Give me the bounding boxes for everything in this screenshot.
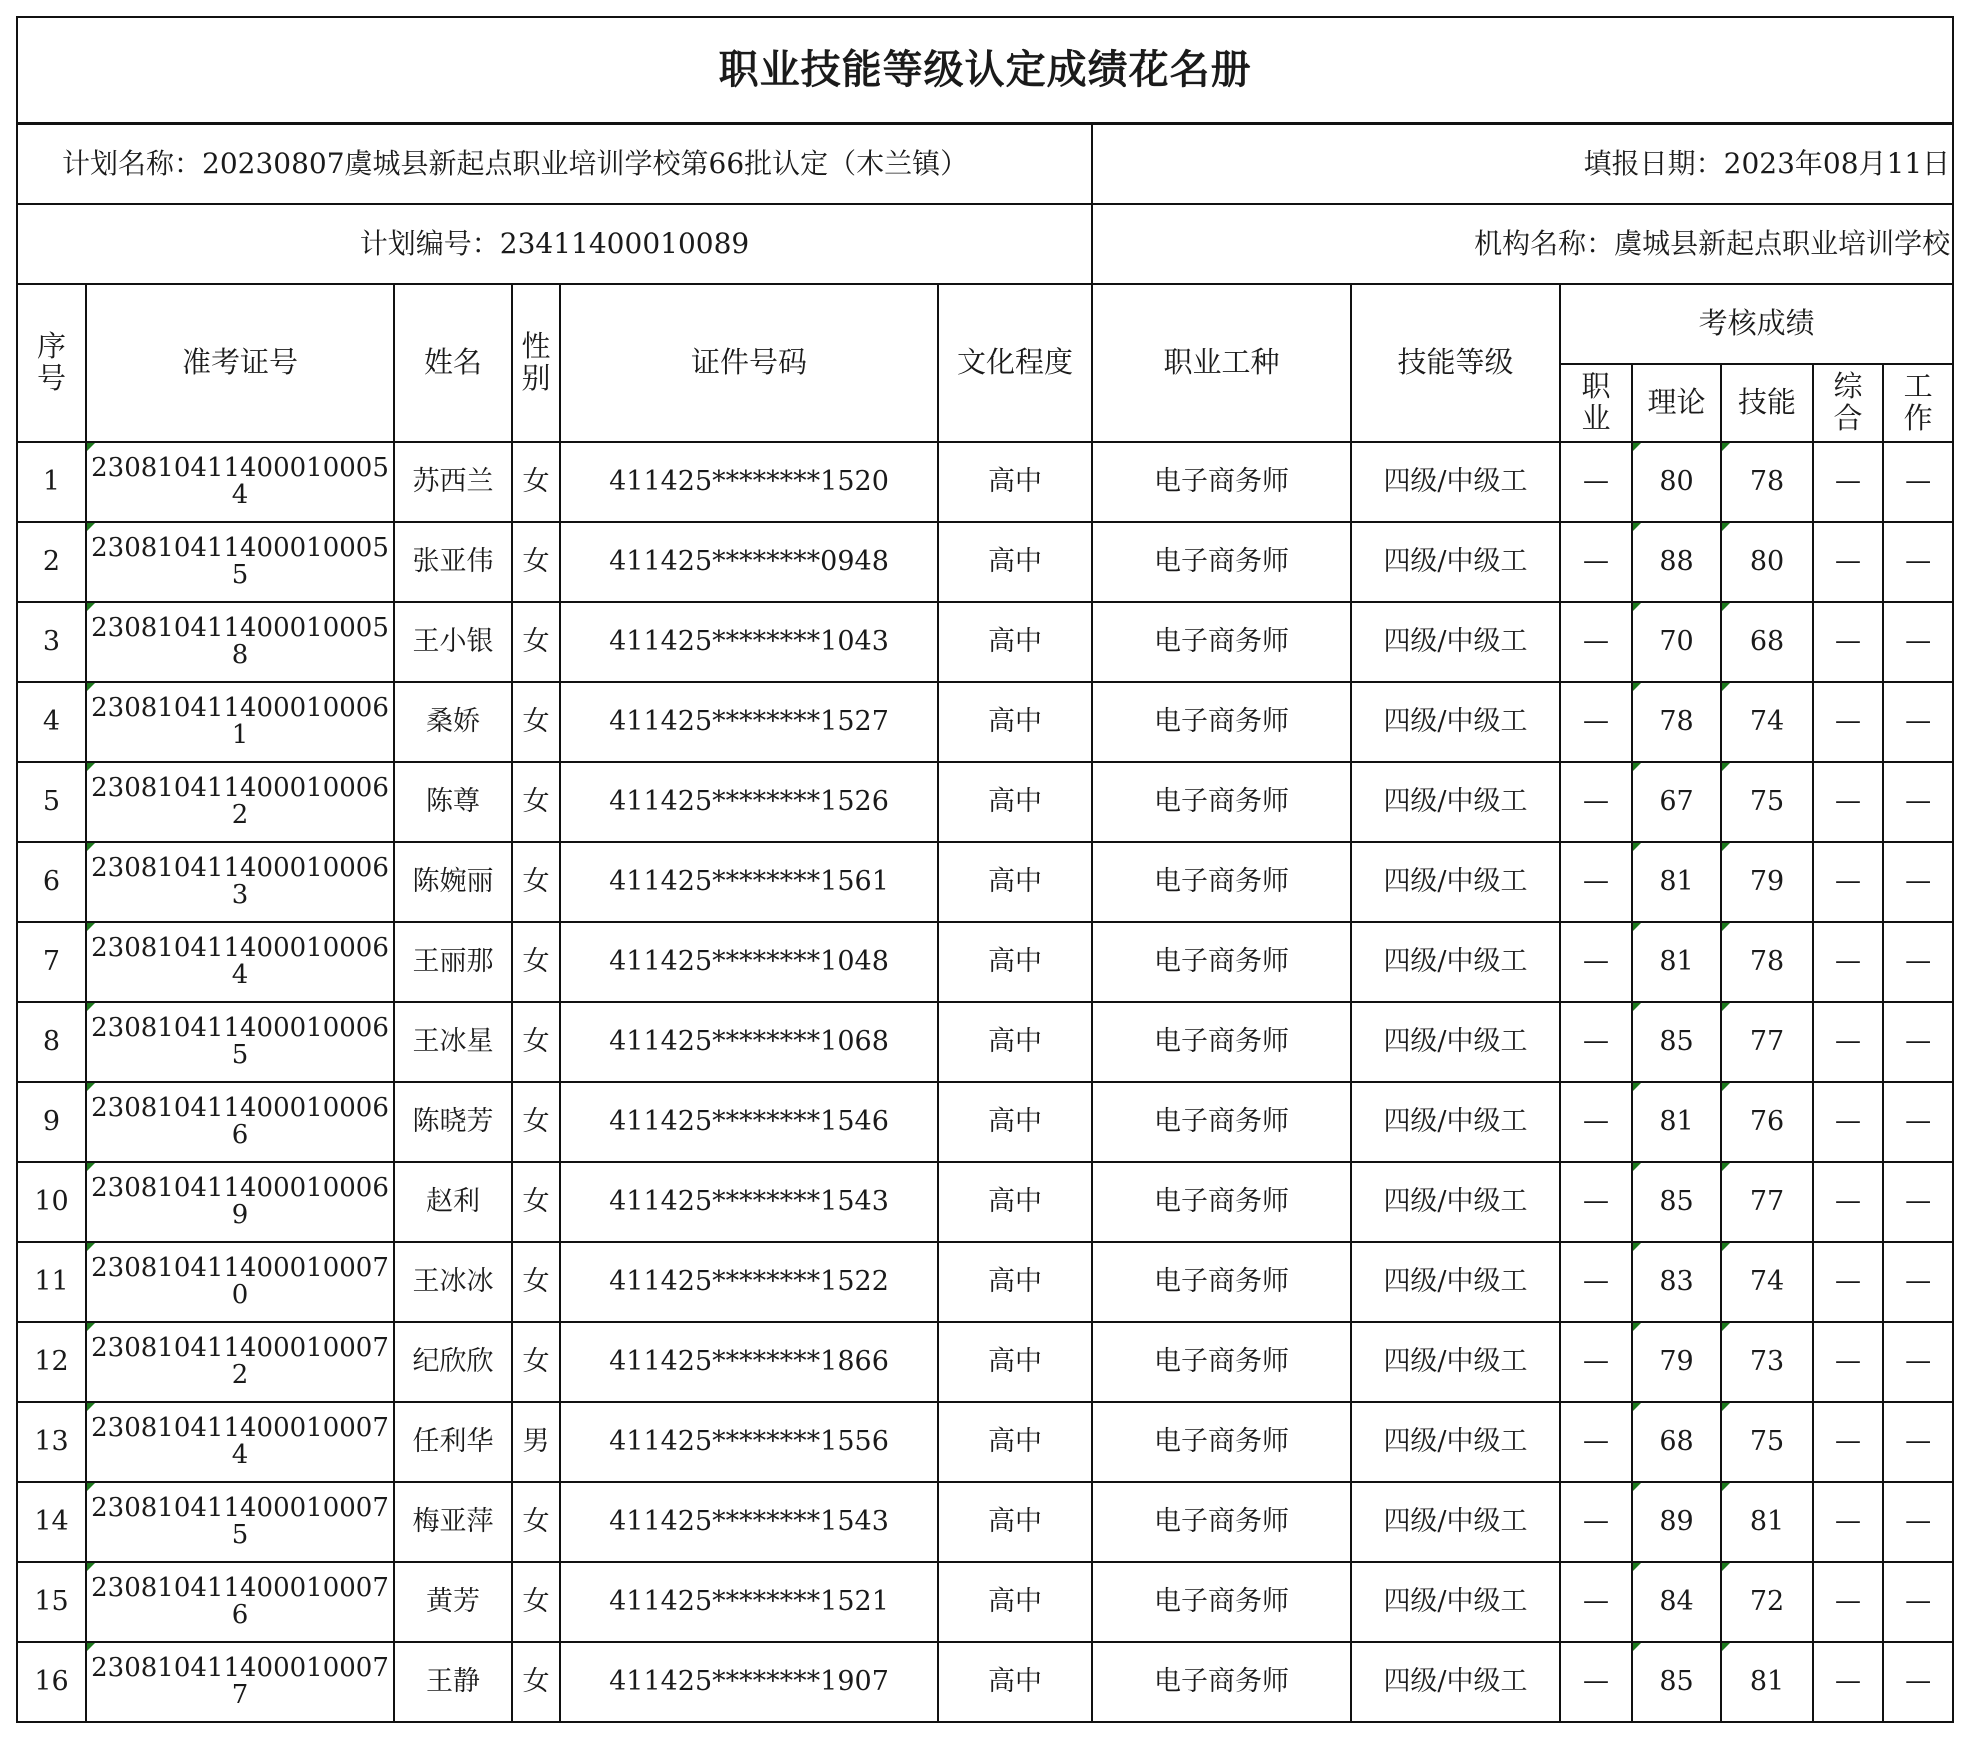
table-row xyxy=(17,1162,1953,1242)
table-row xyxy=(17,1242,1953,1322)
cell-score-theory: 78 xyxy=(1632,682,1721,762)
cell-score-skill: 77 xyxy=(1721,1002,1813,1082)
table-row xyxy=(17,442,1953,522)
cell-name: 王丽那 xyxy=(394,922,512,1002)
cell-gender: 女 xyxy=(512,602,560,682)
cell-score-work: — xyxy=(1883,1242,1953,1322)
cell-score-overall: — xyxy=(1813,842,1883,922)
cell-score-overall: — xyxy=(1813,522,1883,602)
cell-score-overall: — xyxy=(1813,1242,1883,1322)
cell-gender: 女 xyxy=(512,1642,560,1722)
cell-score-work: — xyxy=(1883,682,1953,762)
plan-number: 计划编号：23411400010089 xyxy=(17,204,1092,284)
cell-gender: 女 xyxy=(512,1562,560,1642)
cell-name: 陈晓芳 xyxy=(394,1082,512,1162)
cell-score-overall: — xyxy=(1813,1322,1883,1402)
cell-ticket: 2308104114000100077 xyxy=(86,1642,394,1722)
cell-education: 高中 xyxy=(938,522,1092,602)
table-row xyxy=(17,522,1953,602)
cell-seq: 15 xyxy=(17,1562,86,1642)
cell-occupation: 电子商务师 xyxy=(1092,1162,1351,1242)
cell-seq: 1 xyxy=(17,442,86,522)
cell-score-theory: 67 xyxy=(1632,762,1721,842)
cell-score-theory: 83 xyxy=(1632,1242,1721,1322)
cell-score-skill: 79 xyxy=(1721,842,1813,922)
cell-ticket: 2308104114000100076 xyxy=(86,1562,394,1642)
cell-education: 高中 xyxy=(938,1402,1092,1482)
cell-score-theory: 80 xyxy=(1632,442,1721,522)
cell-score-overall: — xyxy=(1813,1562,1883,1642)
cell-id-number: 411425********1543 xyxy=(560,1482,938,1562)
cell-occupation: 电子商务师 xyxy=(1092,1402,1351,1482)
cell-ticket: 2308104114000100070 xyxy=(86,1242,394,1322)
cell-score-work: — xyxy=(1883,1002,1953,1082)
cell-score-work: — xyxy=(1883,1482,1953,1562)
cell-skill-level: 四级/中级工 xyxy=(1351,1082,1560,1162)
header-score-skill: 技能 xyxy=(1721,364,1813,442)
cell-score-work: — xyxy=(1883,762,1953,842)
cell-name: 任利华 xyxy=(394,1402,512,1482)
cell-score-theory: 79 xyxy=(1632,1322,1721,1402)
cell-score-theory: 85 xyxy=(1632,1002,1721,1082)
cell-score-theory: 81 xyxy=(1632,842,1721,922)
cell-score-career: — xyxy=(1560,522,1632,602)
cell-id-number: 411425********1556 xyxy=(560,1402,938,1482)
table-row xyxy=(17,1322,1953,1402)
cell-ticket: 2308104114000100054 xyxy=(86,442,394,522)
cell-ticket: 2308104114000100058 xyxy=(86,602,394,682)
header-ticket: 准考证号 xyxy=(86,284,394,442)
cell-skill-level: 四级/中级工 xyxy=(1351,682,1560,762)
table-row xyxy=(17,1562,1953,1642)
cell-seq: 12 xyxy=(17,1322,86,1402)
header-skill-level: 技能等级 xyxy=(1351,284,1560,442)
cell-occupation: 电子商务师 xyxy=(1092,1642,1351,1722)
cell-education: 高中 xyxy=(938,1562,1092,1642)
org-name: 机构名称：虞城县新起点职业培训学校 xyxy=(1092,204,1953,284)
cell-score-overall: — xyxy=(1813,1162,1883,1242)
cell-ticket: 2308104114000100074 xyxy=(86,1402,394,1482)
cell-skill-level: 四级/中级工 xyxy=(1351,1242,1560,1322)
cell-skill-level: 四级/中级工 xyxy=(1351,842,1560,922)
header-seq xyxy=(17,284,86,442)
cell-name: 陈尊 xyxy=(394,762,512,842)
cell-gender: 女 xyxy=(512,1162,560,1242)
cell-score-skill: 74 xyxy=(1721,682,1813,762)
cell-seq: 10 xyxy=(17,1162,86,1242)
table-row xyxy=(17,1082,1953,1162)
cell-occupation: 电子商务师 xyxy=(1092,1562,1351,1642)
cell-id-number: 411425********1543 xyxy=(560,1162,938,1242)
cell-seq: 2 xyxy=(17,522,86,602)
table-row xyxy=(17,602,1953,682)
cell-ticket: 2308104114000100064 xyxy=(86,922,394,1002)
cell-name: 陈婉丽 xyxy=(394,842,512,922)
cell-score-career: — xyxy=(1560,682,1632,762)
cell-skill-level: 四级/中级工 xyxy=(1351,1642,1560,1722)
cell-skill-level: 四级/中级工 xyxy=(1351,1322,1560,1402)
cell-skill-level: 四级/中级工 xyxy=(1351,762,1560,842)
table-row xyxy=(17,682,1953,762)
cell-score-skill: 78 xyxy=(1721,922,1813,1002)
header-id-number: 证件号码 xyxy=(560,284,938,442)
header-score-overall xyxy=(1813,364,1883,442)
cell-occupation: 电子商务师 xyxy=(1092,1482,1351,1562)
cell-score-work: — xyxy=(1883,1642,1953,1722)
cell-education: 高中 xyxy=(938,1642,1092,1722)
cell-score-overall: — xyxy=(1813,1642,1883,1722)
cell-score-skill: 81 xyxy=(1721,1642,1813,1722)
cell-occupation: 电子商务师 xyxy=(1092,762,1351,842)
table-row xyxy=(17,1402,1953,1482)
cell-name: 苏西兰 xyxy=(394,442,512,522)
table-row xyxy=(17,1482,1953,1562)
cell-score-work: — xyxy=(1883,442,1953,522)
cell-score-theory: 81 xyxy=(1632,1082,1721,1162)
cell-score-skill: 73 xyxy=(1721,1322,1813,1402)
cell-score-career: — xyxy=(1560,1242,1632,1322)
cell-skill-level: 四级/中级工 xyxy=(1351,522,1560,602)
cell-name: 张亚伟 xyxy=(394,522,512,602)
cell-score-work: — xyxy=(1883,602,1953,682)
cell-occupation: 电子商务师 xyxy=(1092,1242,1351,1322)
cell-skill-level: 四级/中级工 xyxy=(1351,1002,1560,1082)
cell-id-number: 411425********1526 xyxy=(560,762,938,842)
cell-id-number: 411425********1043 xyxy=(560,602,938,682)
cell-education: 高中 xyxy=(938,682,1092,762)
cell-score-work: — xyxy=(1883,1402,1953,1482)
cell-score-skill: 76 xyxy=(1721,1082,1813,1162)
cell-score-skill: 75 xyxy=(1721,1402,1813,1482)
cell-score-theory: 89 xyxy=(1632,1482,1721,1562)
cell-score-theory: 88 xyxy=(1632,522,1721,602)
cell-id-number: 411425********1907 xyxy=(560,1642,938,1722)
cell-seq: 7 xyxy=(17,922,86,1002)
roster-sheet xyxy=(16,16,1952,1723)
cell-education: 高中 xyxy=(938,1162,1092,1242)
cell-gender: 女 xyxy=(512,522,560,602)
header-score-overall-label: 综合 xyxy=(1833,368,1863,435)
cell-education: 高中 xyxy=(938,1082,1092,1162)
cell-id-number: 411425********1521 xyxy=(560,1562,938,1642)
cell-name: 赵利 xyxy=(394,1162,512,1242)
table-row xyxy=(17,922,1953,1002)
cell-score-skill: 80 xyxy=(1721,522,1813,602)
cell-id-number: 411425********1561 xyxy=(560,842,938,922)
cell-name: 黄芳 xyxy=(394,1562,512,1642)
cell-occupation: 电子商务师 xyxy=(1092,682,1351,762)
cell-id-number: 411425********1866 xyxy=(560,1322,938,1402)
cell-occupation: 电子商务师 xyxy=(1092,1082,1351,1162)
cell-education: 高中 xyxy=(938,1002,1092,1082)
cell-score-career: — xyxy=(1560,762,1632,842)
cell-occupation: 电子商务师 xyxy=(1092,602,1351,682)
cell-score-career: — xyxy=(1560,842,1632,922)
cell-score-career: — xyxy=(1560,1482,1632,1562)
cell-gender: 男 xyxy=(512,1402,560,1482)
cell-score-career: — xyxy=(1560,922,1632,1002)
cell-score-skill: 72 xyxy=(1721,1562,1813,1642)
cell-score-overall: — xyxy=(1813,442,1883,522)
cell-score-work: — xyxy=(1883,842,1953,922)
cell-score-theory: 85 xyxy=(1632,1162,1721,1242)
cell-occupation: 电子商务师 xyxy=(1092,1002,1351,1082)
cell-score-theory: 81 xyxy=(1632,922,1721,1002)
cell-occupation: 电子商务师 xyxy=(1092,922,1351,1002)
cell-id-number: 411425********1527 xyxy=(560,682,938,762)
cell-seq: 11 xyxy=(17,1242,86,1322)
cell-education: 高中 xyxy=(938,1322,1092,1402)
cell-name: 梅亚萍 xyxy=(394,1482,512,1562)
cell-id-number: 411425********1546 xyxy=(560,1082,938,1162)
cell-seq: 6 xyxy=(17,842,86,922)
cell-seq: 13 xyxy=(17,1402,86,1482)
cell-score-career: — xyxy=(1560,1322,1632,1402)
cell-score-work: — xyxy=(1883,1562,1953,1642)
cell-id-number: 411425********0948 xyxy=(560,522,938,602)
header-score-theory: 理论 xyxy=(1632,364,1721,442)
cell-skill-level: 四级/中级工 xyxy=(1351,1162,1560,1242)
cell-score-overall: — xyxy=(1813,1002,1883,1082)
cell-occupation: 电子商务师 xyxy=(1092,1322,1351,1402)
cell-score-theory: 84 xyxy=(1632,1562,1721,1642)
header-name: 姓名 xyxy=(394,284,512,442)
cell-name: 王冰星 xyxy=(394,1002,512,1082)
cell-ticket: 2308104114000100062 xyxy=(86,762,394,842)
cell-id-number: 411425********1068 xyxy=(560,1002,938,1082)
plan-name: 计划名称：20230807虞城县新起点职业培训学校第66批认定（木兰镇） xyxy=(17,124,1092,205)
cell-seq: 5 xyxy=(17,762,86,842)
cell-id-number: 411425********1520 xyxy=(560,442,938,522)
cell-gender: 女 xyxy=(512,842,560,922)
cell-name: 王冰冰 xyxy=(394,1242,512,1322)
cell-score-skill: 75 xyxy=(1721,762,1813,842)
cell-name: 桑娇 xyxy=(394,682,512,762)
cell-skill-level: 四级/中级工 xyxy=(1351,922,1560,1002)
cell-seq: 9 xyxy=(17,1082,86,1162)
cell-score-theory: 68 xyxy=(1632,1402,1721,1482)
cell-score-overall: — xyxy=(1813,1402,1883,1482)
cell-occupation: 电子商务师 xyxy=(1092,842,1351,922)
cell-score-work: — xyxy=(1883,1162,1953,1242)
cell-score-overall: — xyxy=(1813,1482,1883,1562)
header-score-career-label: 职业 xyxy=(1581,368,1611,435)
cell-score-career: — xyxy=(1560,1642,1632,1722)
header-scores-group: 考核成绩 xyxy=(1560,284,1953,364)
cell-name: 纪欣欣 xyxy=(394,1322,512,1402)
roster-table xyxy=(16,16,1954,1723)
fill-date: 填报日期：2023年08月11日 xyxy=(1092,124,1953,205)
header-occupation: 职业工种 xyxy=(1092,284,1351,442)
cell-ticket: 2308104114000100065 xyxy=(86,1002,394,1082)
cell-score-skill: 81 xyxy=(1721,1482,1813,1562)
cell-score-career: — xyxy=(1560,1562,1632,1642)
cell-gender: 女 xyxy=(512,1482,560,1562)
cell-gender: 女 xyxy=(512,1002,560,1082)
cell-ticket: 2308104114000100061 xyxy=(86,682,394,762)
cell-score-skill: 77 xyxy=(1721,1162,1813,1242)
cell-score-career: — xyxy=(1560,442,1632,522)
cell-score-career: — xyxy=(1560,1082,1632,1162)
cell-score-overall: — xyxy=(1813,602,1883,682)
header-education: 文化程度 xyxy=(938,284,1092,442)
table-row xyxy=(17,842,1953,922)
cell-education: 高中 xyxy=(938,1242,1092,1322)
cell-score-skill: 68 xyxy=(1721,602,1813,682)
cell-gender: 女 xyxy=(512,1082,560,1162)
cell-gender: 女 xyxy=(512,442,560,522)
cell-education: 高中 xyxy=(938,922,1092,1002)
cell-seq: 16 xyxy=(17,1642,86,1722)
cell-occupation: 电子商务师 xyxy=(1092,442,1351,522)
header-score-work xyxy=(1883,364,1953,442)
cell-ticket: 2308104114000100069 xyxy=(86,1162,394,1242)
header-gender-label: 性别 xyxy=(521,328,551,395)
cell-gender: 女 xyxy=(512,682,560,762)
cell-score-skill: 78 xyxy=(1721,442,1813,522)
cell-education: 高中 xyxy=(938,842,1092,922)
cell-occupation: 电子商务师 xyxy=(1092,522,1351,602)
cell-education: 高中 xyxy=(938,602,1092,682)
cell-score-career: — xyxy=(1560,1162,1632,1242)
cell-ticket: 2308104114000100066 xyxy=(86,1082,394,1162)
header-seq-label: 序号 xyxy=(36,328,66,395)
cell-skill-level: 四级/中级工 xyxy=(1351,1562,1560,1642)
table-row xyxy=(17,762,1953,842)
cell-score-work: — xyxy=(1883,1322,1953,1402)
cell-seq: 8 xyxy=(17,1002,86,1082)
table-row xyxy=(17,1642,1953,1722)
cell-ticket: 2308104114000100055 xyxy=(86,522,394,602)
cell-seq: 4 xyxy=(17,682,86,762)
cell-gender: 女 xyxy=(512,1242,560,1322)
cell-score-overall: — xyxy=(1813,922,1883,1002)
cell-gender: 女 xyxy=(512,762,560,842)
page-title: 职业技能等级认定成绩花名册 xyxy=(17,17,1953,124)
cell-ticket: 2308104114000100075 xyxy=(86,1482,394,1562)
cell-score-skill: 74 xyxy=(1721,1242,1813,1322)
cell-name: 王小银 xyxy=(394,602,512,682)
cell-seq: 3 xyxy=(17,602,86,682)
cell-score-work: — xyxy=(1883,522,1953,602)
cell-gender: 女 xyxy=(512,1322,560,1402)
header-score-career xyxy=(1560,364,1632,442)
cell-skill-level: 四级/中级工 xyxy=(1351,1402,1560,1482)
cell-skill-level: 四级/中级工 xyxy=(1351,442,1560,522)
cell-seq: 14 xyxy=(17,1482,86,1562)
table-body xyxy=(17,442,1953,1722)
cell-skill-level: 四级/中级工 xyxy=(1351,602,1560,682)
header-gender xyxy=(512,284,560,442)
cell-education: 高中 xyxy=(938,1482,1092,1562)
cell-score-theory: 85 xyxy=(1632,1642,1721,1722)
cell-score-theory: 70 xyxy=(1632,602,1721,682)
cell-score-career: — xyxy=(1560,1002,1632,1082)
cell-score-career: — xyxy=(1560,1402,1632,1482)
cell-ticket: 2308104114000100072 xyxy=(86,1322,394,1402)
cell-name: 王静 xyxy=(394,1642,512,1722)
cell-id-number: 411425********1048 xyxy=(560,922,938,1002)
cell-ticket: 2308104114000100063 xyxy=(86,842,394,922)
cell-score-overall: — xyxy=(1813,682,1883,762)
cell-gender: 女 xyxy=(512,922,560,1002)
cell-score-overall: — xyxy=(1813,762,1883,842)
cell-score-work: — xyxy=(1883,1082,1953,1162)
cell-score-overall: — xyxy=(1813,1082,1883,1162)
cell-education: 高中 xyxy=(938,442,1092,522)
header-score-work-label: 工作 xyxy=(1903,368,1933,435)
cell-education: 高中 xyxy=(938,762,1092,842)
cell-skill-level: 四级/中级工 xyxy=(1351,1482,1560,1562)
table-row xyxy=(17,1002,1953,1082)
cell-id-number: 411425********1522 xyxy=(560,1242,938,1322)
cell-score-career: — xyxy=(1560,602,1632,682)
cell-score-work: — xyxy=(1883,922,1953,1002)
